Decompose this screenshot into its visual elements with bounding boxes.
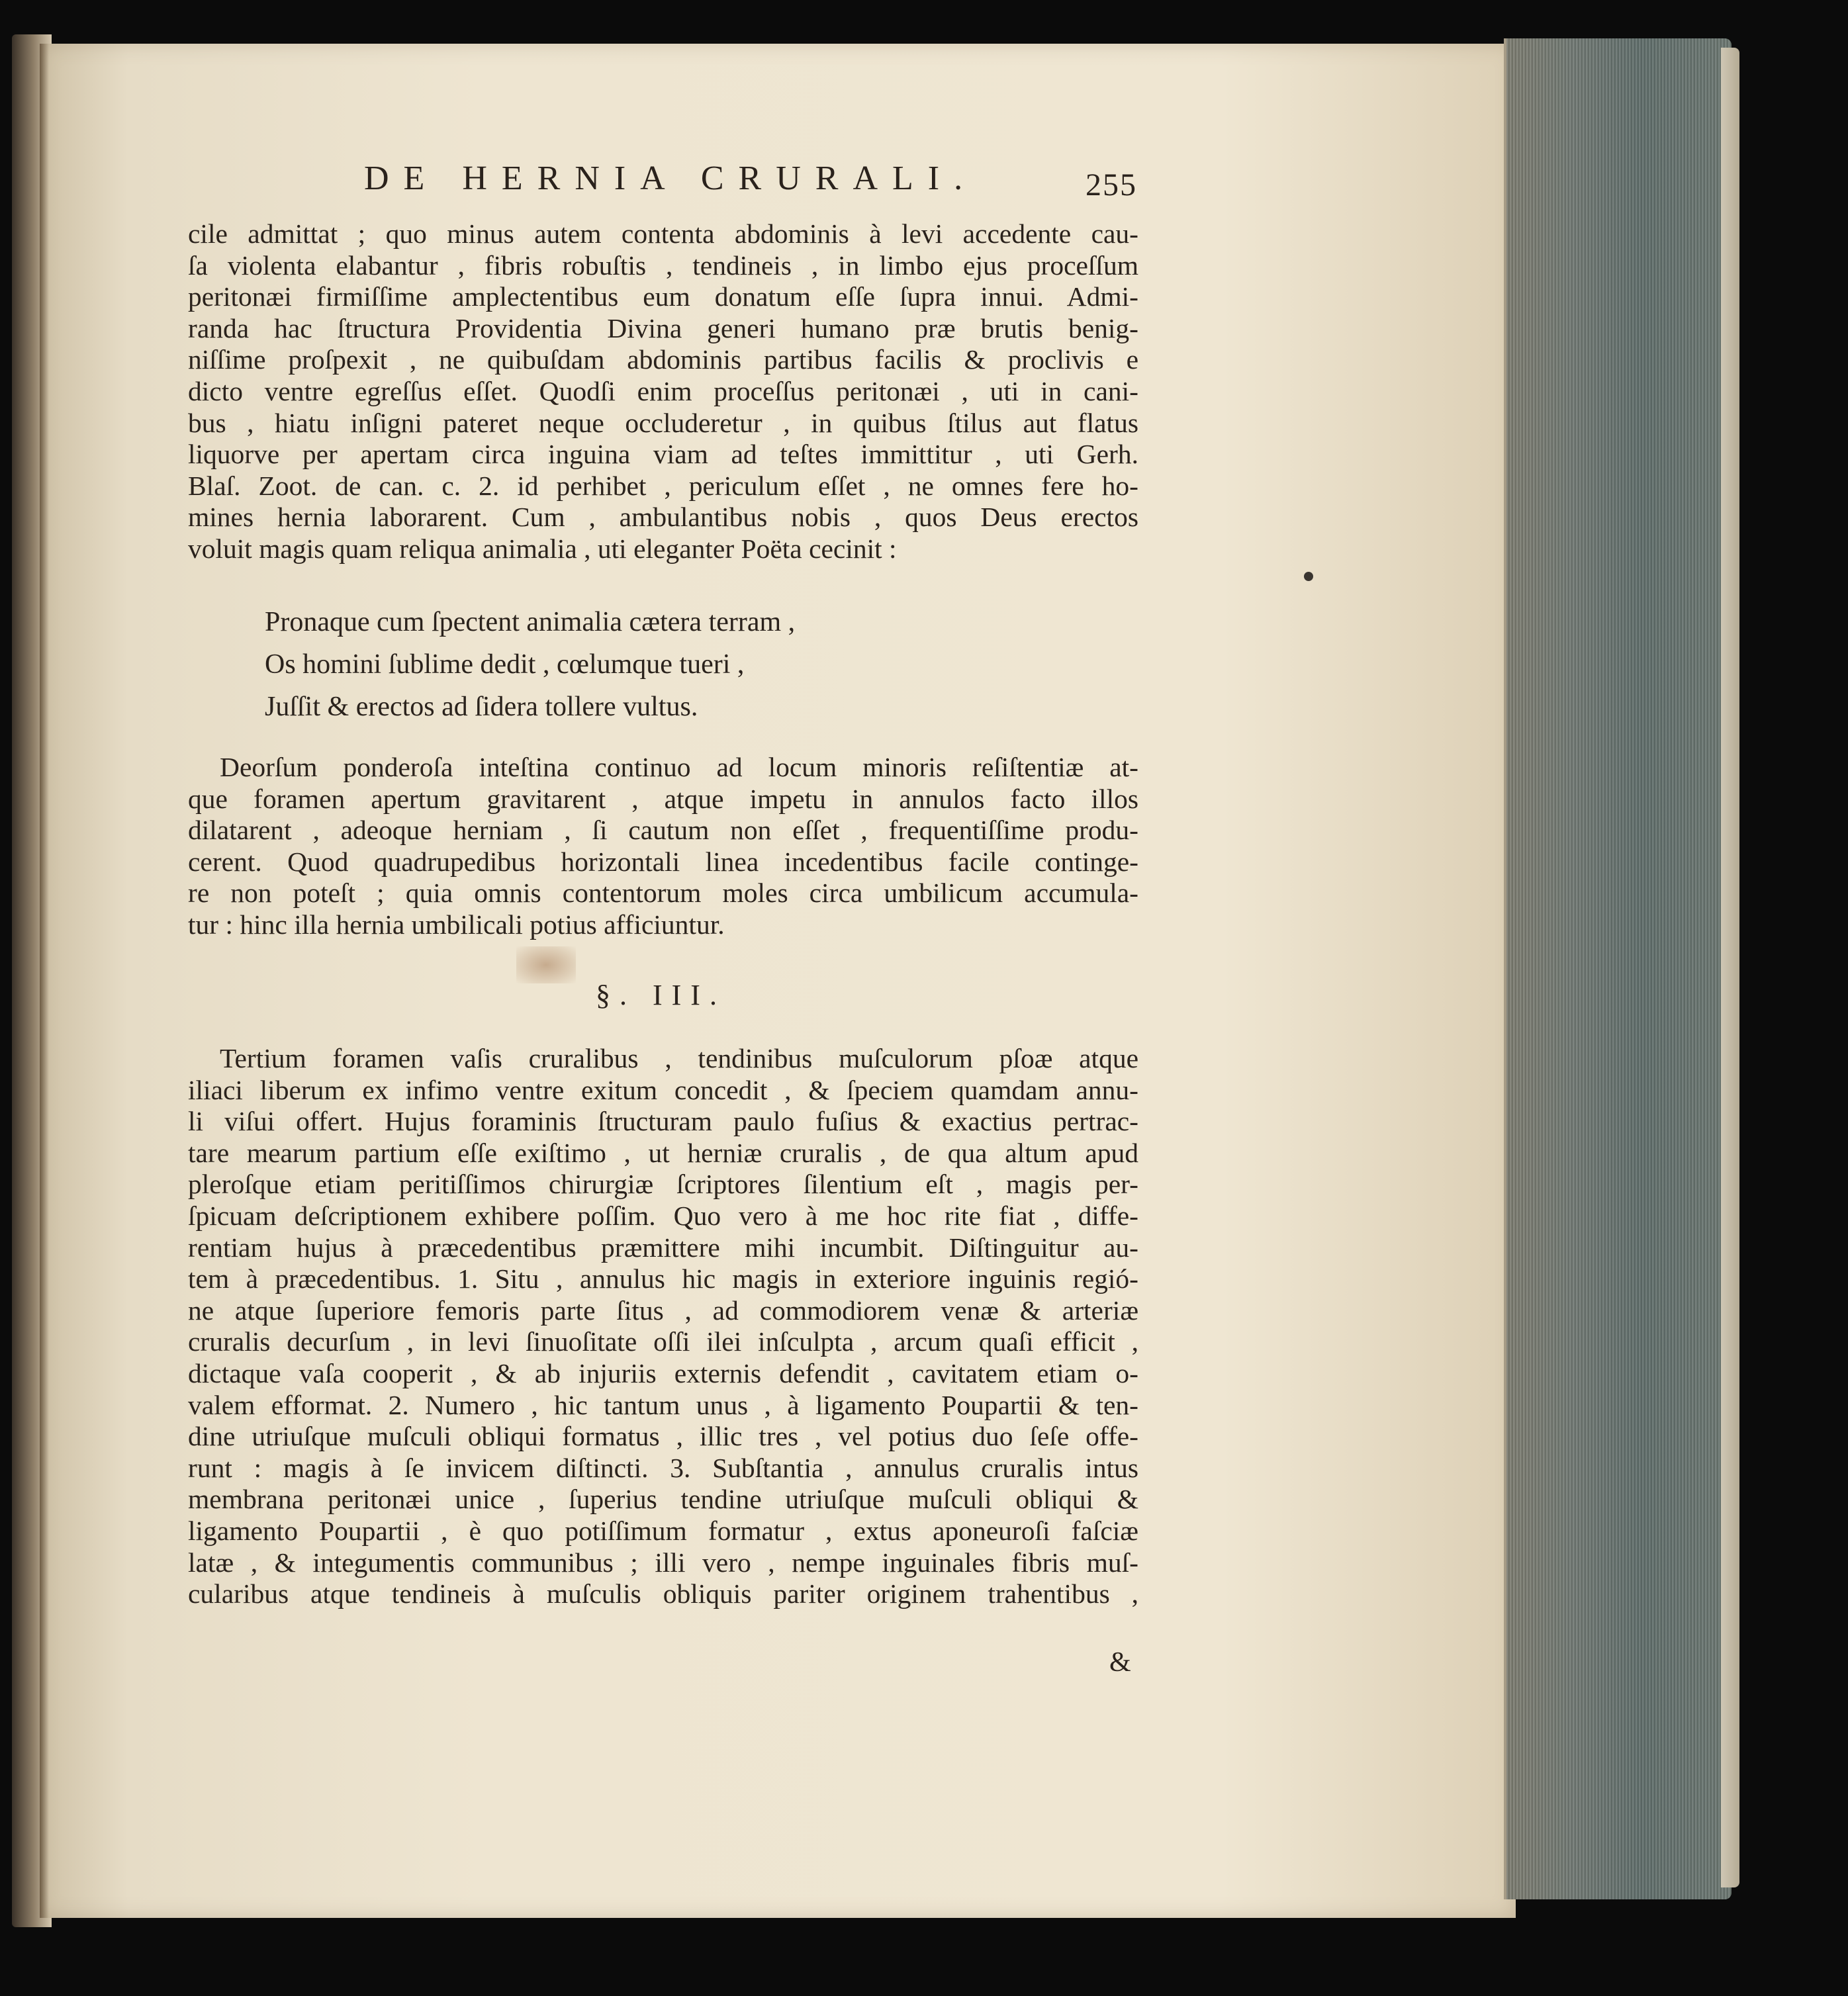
- text-line: tem à præcedentibus. 1. Situ , annulus hic magis in exteriore inguinis regió-: [188, 1263, 1138, 1294]
- text-line: cerent. Quod quadrupedibus horizontali linea incedentibus facile continge-: [188, 846, 1138, 877]
- text-line: que foramen apertum gravitarent , atque impetu in annulos facto illos: [188, 783, 1138, 814]
- text-line: membrana peritonæi unice , ſuperius tendine utriuſque muſculi obliqui &: [188, 1484, 1138, 1515]
- text-line: liquorve per apertam circa inguina viam ad teſtes immittitur , uti Gerh.: [188, 439, 1138, 470]
- text-line: pleroſque etiam peritiſſimos chirurgiæ ſcriptores ſilentium eſt , magis per-: [188, 1169, 1138, 1200]
- page-number: 255: [1086, 167, 1137, 203]
- book-cover-edge: [1721, 48, 1739, 1887]
- paragraph-3: [188, 1043, 1138, 1610]
- text-line: tur : hinc illa hernia umbilicali potius afficiuntur.: [188, 909, 725, 940]
- text-line: tare mearum partium eſſe exiſtimo , ut herniæ cruralis , de qua altum apud: [188, 1137, 1138, 1168]
- text-line: cile admittat ; quo minus autem contenta abdominis à levi accedente cau-: [188, 218, 1138, 249]
- text-line: valem efformat. 2. Numero , hic tantum unus , à ligamento Poupartii & ten-: [188, 1389, 1138, 1420]
- text-line: re non poteſt ; quia omnis contentorum moles circa umbilicum accumula-: [188, 878, 1138, 909]
- text-line: li viſui offert. Hujus foraminis ſtructuram paulo fuſius & exactius pertrac-: [188, 1106, 1138, 1137]
- text-line: randa hac ſtructura Providentia Divina generi humano præ brutis benig-: [188, 312, 1138, 343]
- text-line: cruralis decurſum , in levi ſinuoſitate oſſi ilei inſculpta , arcum quaſi efficit ,: [188, 1326, 1138, 1357]
- text-line: Deorſum ponderoſa inteſtina continuo ad locum minoris reſiſtentiæ at-: [220, 752, 1138, 782]
- catchword: &: [1109, 1647, 1131, 1678]
- text-line: ligamento Poupartii , è quo potiſſimum formatur , extus aponeuroſi faſciæ: [188, 1515, 1138, 1546]
- text-line: rentiam hujus à præcedentibus præmittere mihi incumbit. Diſtinguitur au-: [188, 1232, 1138, 1263]
- text-line: iliaci liberum ex infimo ventre exitum concedit , & ſpeciem quamdam annu-: [188, 1074, 1138, 1105]
- verse-line: Juſſit & erectos ad ſidera tollere vultus.: [265, 692, 698, 722]
- text-line: cularibus atque tendineis à muſculis obliquis pariter originem trahentibus ,: [188, 1578, 1138, 1610]
- paragraph-1: [188, 218, 1138, 565]
- text-line: bus , hiatu inſigni pateret neque occluderetur , in quibus ſtilus aut flatus: [188, 407, 1138, 438]
- section-heading: §. III.: [596, 979, 726, 1011]
- text-line: niſſime proſpexit , ne quibuſdam abdominis partibus facilis & proclivis e: [188, 344, 1138, 375]
- text-line: ne atque ſuperiore femoris parte ſitus , ad commodiorem venæ & arteriæ: [188, 1294, 1138, 1326]
- verse-quotation: [265, 601, 993, 728]
- text-line: voluit magis quam reliqua animalia , uti eleganter Poëta cecinit :: [188, 533, 897, 564]
- verse-line: Pronaque cum ſpectent animalia cætera terram ,: [265, 607, 796, 637]
- text-line: Tertium foramen vaſis cruralibus , tendinibus muſculorum pſoæ atque: [220, 1043, 1138, 1073]
- text-line: runt : magis à ſe invicem diſtincti. 3. Subſtantia , annulus cruralis intus: [188, 1452, 1138, 1483]
- text-line: ſa violenta elabantur , fibris robuſtis , tendineis , in limbo ejus proceſſum: [188, 250, 1138, 281]
- text-line: mines hernia laborarent. Cum , ambulantibus nobis , quos Deus erectos: [188, 502, 1138, 533]
- paragraph-2: [188, 752, 1138, 941]
- verse-line: Os homini ſublime dedit , cœlumque tueri ,: [265, 649, 745, 680]
- text-line: dine utriuſque muſculi obliqui formatus , illic tres , vel potius duo ſeſe offe-: [188, 1421, 1138, 1452]
- running-head: DE HERNIA CRURALI.: [364, 159, 978, 197]
- text-line: dicto ventre egreſſus eſſet. Quodſi enim proceſſus peritonæi , uti in cani-: [188, 375, 1138, 406]
- text-line: Blaſ. Zoot. de can. c. 2. id perhibet , periculum eſſet , ne omnes fere ho-: [188, 470, 1138, 501]
- text-line: dictaque vaſa cooperit , & ab injuriis externis defendit , cavitatem etiam o-: [188, 1357, 1138, 1388]
- text-line: peritonæi firmiſſime amplectentibus eum donatum eſſe ſupra innui. Admi-: [188, 281, 1138, 312]
- paper-stain: [516, 946, 576, 983]
- text-line: latæ , & integumentis communibus ; illi vero , nempe inguinales fibris muſ-: [188, 1547, 1138, 1578]
- dust-speck: [1304, 572, 1313, 581]
- text-line: ſpicuam deſcriptionem exhibere poſſim. Quo vero à me hoc rite fiat , diffe-: [188, 1200, 1138, 1231]
- fore-edge-page-block: [1504, 38, 1732, 1899]
- book-gutter: [40, 44, 49, 1918]
- text-line: dilatarent , adeoque herniam , ſi cautum non eſſet , frequentiſſime produ-: [188, 815, 1138, 846]
